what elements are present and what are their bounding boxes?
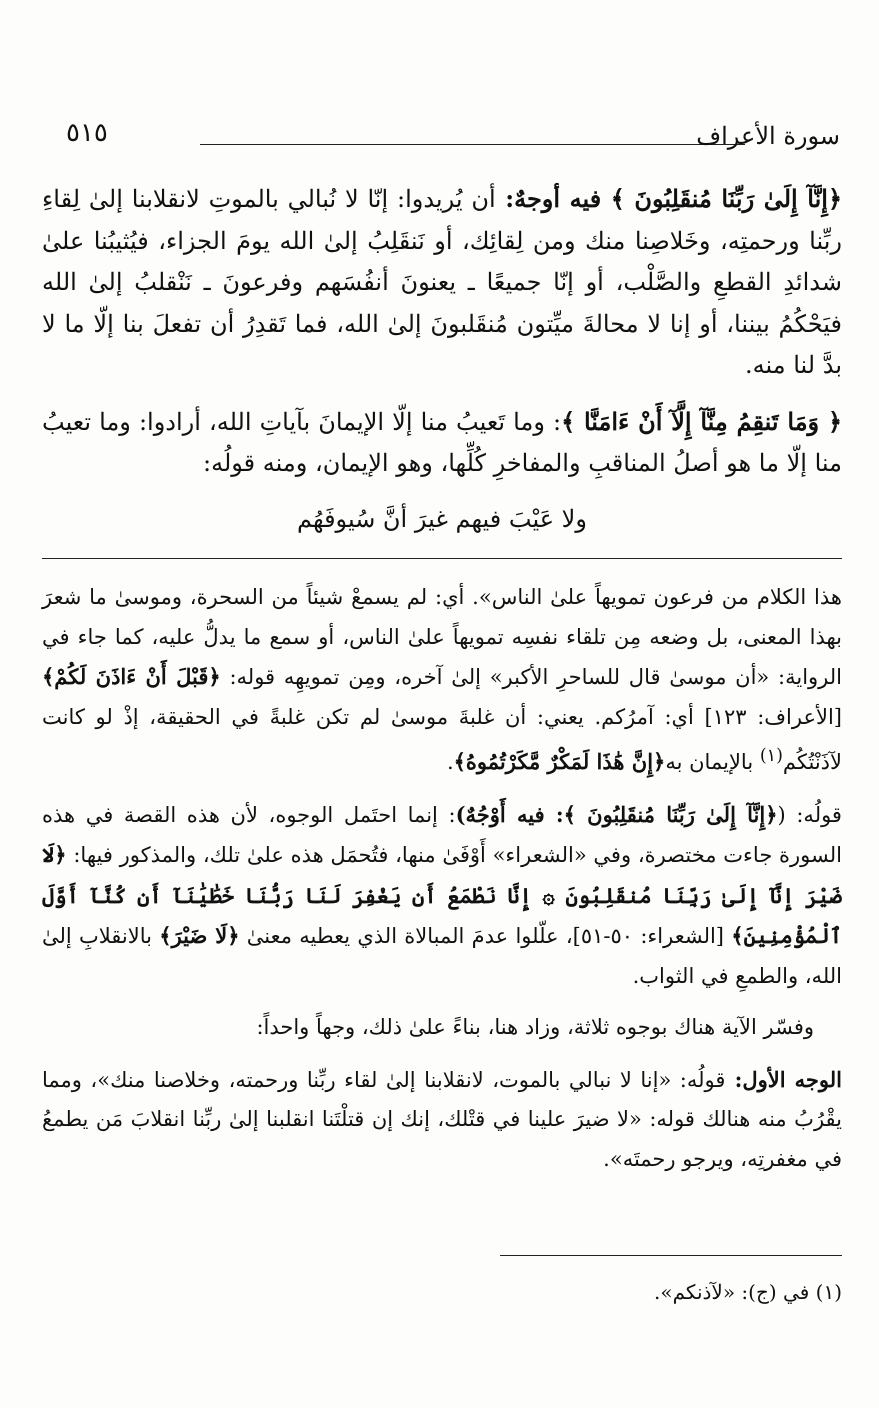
quran-quote: ﴿ وَمَا تَنقِمُ مِنَّآ إِلَّآ أَنْ ءَامَنَّا ﴾ xyxy=(561,406,843,436)
paragraph-text: قولُه: «إنا لا نبالي بالموت، لانقلابنا إلىٰ لقاء ربِّنا ورحمته، وخلاصنا منك»، ومما يقْرُبُ منه هنالك قوله: «لا ضيرَ علينا في قتْلك، إنك إن قتلْتَنا انقلبنا إلىٰ ربِّنا انقلابَ مَن يطمعُ في مغفرتِه، ويرجو رحمتَه». xyxy=(42,1067,842,1171)
bold-phrase: فيه أوجهٌ: xyxy=(495,184,611,213)
paragraph-text: هذا الكلام من فرعون تمويهاً علىٰ الناس». أي: لم يسمعْ شيئاً من السحرة، وموسىٰ ما شعرَ بهذا المعنى، بل وضعه مِن تلقاء نفسِه تمويهاً علىٰ الناس، أو سمع ما يدلُّ عليه، كما جاء في الرواية: «أن موسىٰ قال للساحرِ الأكبر» إلىٰ آخره، ومِن تمويهِه قوله: xyxy=(42,585,842,689)
paragraph-text: قولُه: ( xyxy=(777,802,842,827)
page-number: ٥١٥ xyxy=(66,118,108,148)
main-paragraph-1 xyxy=(42,178,842,387)
commentary-divider xyxy=(42,558,842,559)
poetry-verse: ولا عَيْبَ فيهم غيرَ أنَّ سُيوفَهُم xyxy=(297,504,587,533)
paragraph-text: [الأعراف: ١٢٣] أي: آمرُكم. يعني: أن غلبةَ موسىٰ لم تكن غلبةً في الحقيقة، إذْ لو كانت لآذَنْتُكُم xyxy=(42,704,843,774)
bold-phrase: : فيه أَوْجُهٌ) xyxy=(455,801,564,827)
quran-quote: ﴿إِنَّ هَٰذَا لَمَكْرٌ مَّكَرْتُمُوهُ﴾ xyxy=(453,749,666,774)
commentary-paragraph-2 xyxy=(42,795,842,997)
main-paragraph-2 xyxy=(42,401,842,485)
paragraph-text: أن يُريدوا: إنّا لا نُبالي بالموتِ لانقلابنا إلىٰ لِقاءِ ربِّنا ورحمتِه، وخَلاصِنا منك ومن لِقائِك، أو نَنقَلِبُ إلىٰ الله يومَ الجزاء، فيُثيبُنا علىٰ شدائدِ القطعِ والصَّلْب، أو إنّا جميعًا ـ يعنونَ أنفُسَهم وفرعونَ ـ نَنْقلبُ إلىٰ الله فيَحْكُمُ بيننا، أو إنا لا محالةَ ميِّتون مُنقَلبونَ إلىٰ الله، فما تَقدِرُ أن تفعلَ بنا إلّا ما لا بدَّ لنا منه. xyxy=(42,185,843,379)
bold-phrase: الوجه الأول: xyxy=(725,1066,842,1092)
page-header xyxy=(60,118,840,158)
main-text xyxy=(42,178,842,554)
commentary-paragraph-1 xyxy=(42,578,842,783)
quran-quote: ﴿لَا ضَيْرَ إِنَّآ إِلَىٰ رَبِّنَا مُنقَلِبُونَ ۞ إِنَّا نَطْمَعُ أَن يَغْفِرَ لَنَا رَبُّنَا خَطَٰيَٰنَآ أَن كُنَّآ أَوَّلَ ٱلْمُؤْمِنِينَ﴾ xyxy=(42,842,843,948)
footnote-reference[interactable]: (١) xyxy=(759,746,783,766)
quran-quote: ﴿قَبْلَ أَنْ ءَاذَنَ لَكُمْ﴾ xyxy=(42,664,221,689)
quran-quote: ﴿إِنَّآ إِلَىٰ رَبِّنَا مُنقَلِبُونَ ﴾ xyxy=(563,801,778,827)
footnote-divider xyxy=(500,1255,842,1256)
quran-quote: ﴿إِنَّآ إِلَىٰ رَبِّنَا مُنقَلِبُونَ ﴾ xyxy=(610,184,843,213)
quran-quote: ﴿لَا ضَيْرَ﴾ xyxy=(159,923,240,948)
paragraph-text: : إنما احتَمل الوجوه، لأن هذه القصة في هذه السورة جاءت مختصرة، وفي «الشعراء» أَوْفَىٰ منها، فتُحمَل هذه علىٰ تلك، والمذكور فيها: xyxy=(42,802,842,867)
paragraph-text: . xyxy=(446,750,454,774)
footnote: (١) في (ج): «لآذنكم». xyxy=(654,1280,842,1304)
commentary-paragraph-4 xyxy=(42,1060,842,1180)
surah-title: سورة الأعراف xyxy=(696,122,840,150)
paragraph-text: [الشعراء: ٥٠-٥١]، علّلوا عدمَ المبالاة الذي يعطيه معنىٰ xyxy=(239,924,732,948)
commentary-text xyxy=(42,578,842,1191)
header-rule xyxy=(200,144,745,145)
commentary-paragraph-3: وفسّر الآية هناك بوجوه ثلاثة، وزاد هنا، بناءً علىٰ ذلك، وجهاً واحداً: xyxy=(256,1015,814,1039)
paragraph-text: بالإيمان به xyxy=(665,750,760,774)
paragraph-text: بالانقلابِ إلىٰ الله، والطمعِ في الثواب. xyxy=(42,924,842,988)
paragraph-text: : وما تَعيبُ منا إلّا الإيمانَ بآياتِ الله، أرادوا: وما تعيبُ منا إلّا ما هو أصلُ المناقبِ والمفاخرِ كُلِّها، وهو الإيمان، ومنه قولُه: xyxy=(42,407,842,477)
